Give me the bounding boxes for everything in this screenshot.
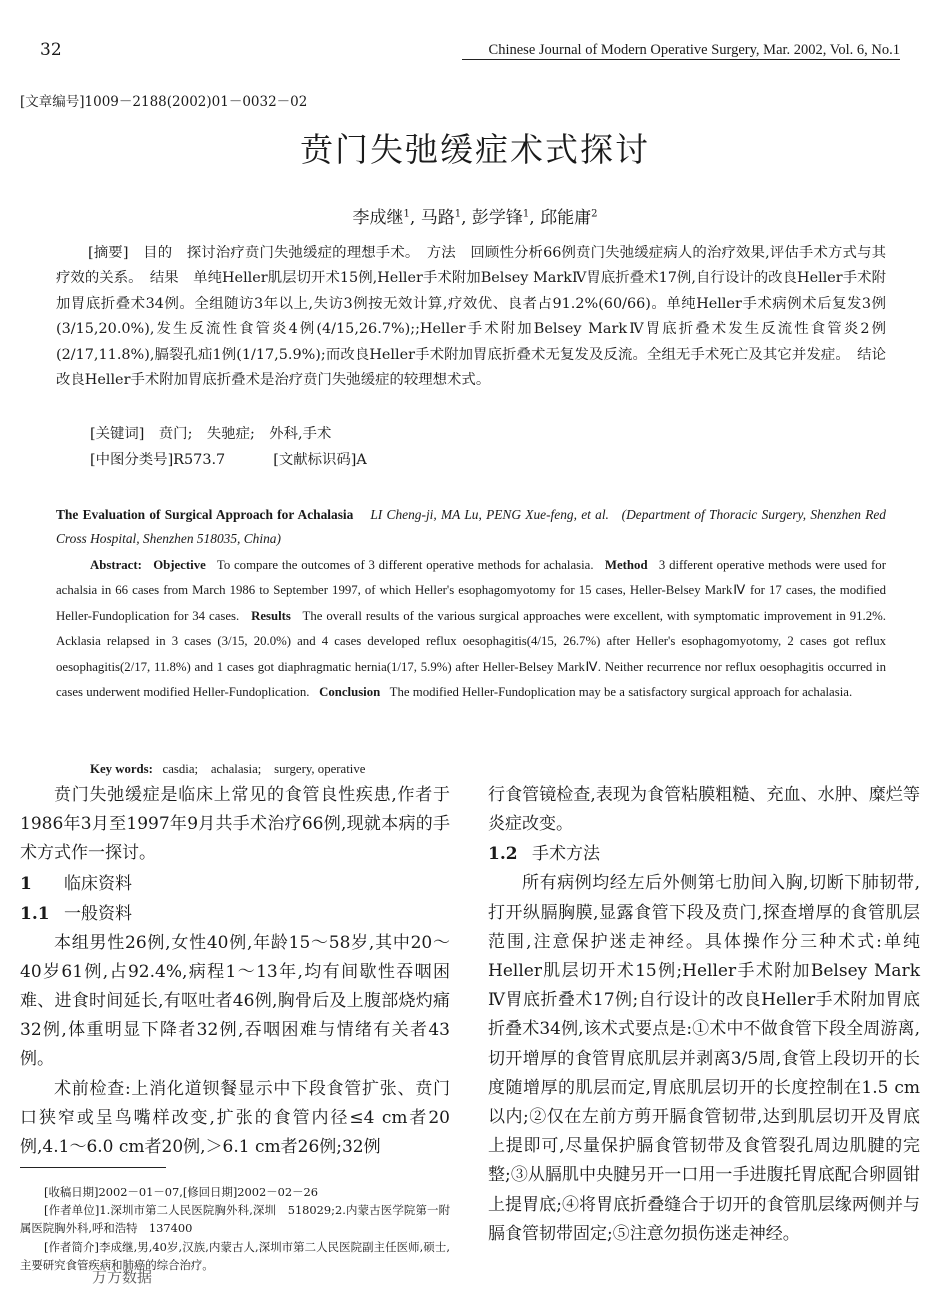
author-affiliation-mark: 1: [522, 208, 530, 220]
footnotes: [20, 1183, 450, 1274]
objective-label: Objective: [153, 558, 206, 572]
document-code: [文献标识码]A: [273, 452, 367, 468]
method-text: 3 different operative methods were used for achalsia in 66 cases from March 1986 to September 1997, of which Heller's esophagomyotomy for 15 cases, Heller-Belsey MarkⅣ for 17 cases, the modified Heller-Fundoplication for 34 cases.: [56, 558, 886, 623]
author-separator: ,: [409, 208, 416, 228]
classification-number: [中图分类号]R573.7: [90, 452, 226, 468]
results-text: The overall results of the various surgical approaches were excellent, with symptomatic improvement in 91.2%. Acklasia relapsed in 3 cases (3/15, 20.0%) and 4 cases developed reflux oesophagitis(4/15, 26.7%) after Heller's esophagomyotomy, 2 cases got reflux oesophagitis(2/17, 11.8%) and 1 cases got diaphragmatic hernia(1/17, 5.9%) after Heller-Belsey MarkⅣ. Neither recurrence nor reflux oesophagitis occurred in cases underwent modified Heller-Fundoplication.: [56, 608, 887, 700]
chinese-abstract: [56, 241, 901, 393]
subsection-heading: [488, 839, 920, 869]
conclusion-text: The modified Heller-Fundoplication may be a satisfactory surgical approach for achalasia.: [389, 685, 853, 700]
body-paragraph: 行食管镜检查,表现为食管粘膜粗糙、充血、水肿、糜烂等炎症改变。: [488, 785, 920, 835]
author-list: [0, 203, 950, 228]
author-affiliation-mark: 2: [591, 208, 598, 220]
watermark: 万方数据: [92, 1268, 153, 1286]
abstract-label: Abstract:: [90, 558, 142, 572]
section-title: 临床资料: [64, 873, 132, 894]
english-keywords: [90, 758, 365, 777]
page-number: 32: [40, 40, 62, 60]
footnote-received: [收稿日期]2002－01－07,[修回日期]2002－02－26: [44, 1185, 319, 1199]
author-affiliation-mark: 1: [403, 208, 410, 220]
author-name: 马路: [420, 208, 455, 228]
author-name: 邱能庸: [540, 208, 592, 228]
english-authors: LI Cheng-ji, MA Lu, PENG Xue-feng, et al.: [370, 507, 609, 522]
results-label: Results: [251, 608, 291, 623]
footnote-rule: [20, 1167, 166, 1168]
subsection-number: 1.1: [20, 903, 50, 924]
english-title: The Evaluation of Surgical Approach for Achalasia: [56, 507, 354, 522]
body-right-column: [488, 781, 920, 1249]
english-abstract: [56, 553, 886, 705]
subsection-number: 1.2: [488, 844, 518, 865]
intro-paragraph: 贲门失弛缓症是临床上常见的食管良性疾患,作者于1986年3月至1997年9月共手术治疗66例,现就本病的手术方式作一探讨。: [20, 785, 450, 864]
body-paragraph: 所有病例均经左后外侧第七肋间入胸,切断下肺韧带,打开纵膈胸膜,显露食管下段及贲门,探查增厚的食管肌层范围,注意保护迷走神经。具体操作分三种术式:单纯Heller肌层切开术15例;Heller手术附加Belsey Mark Ⅳ胃底折叠术17例;自行设计的改良Heller手术附加胃底折叠术34例,该术式要点是:①术中不做食管下段全周游离,切开增厚的食管胃底肌层并剥离3/5周,食管上段切开的长度随增厚的肌层而定,胃底肌层切开的长度控制在1.5 cm以内;②仅在左前方剪开膈食管韧带,达到肌层切开及胃底上提即可,尽量保护膈食管韧带及食管裂孔周边肌腱的完整;③从膈肌中央腱另开一口用一手进腹托胃底配合卵圆钳上提胃底;④将胃底折叠缝合于切开的食管肌层缘两侧并与膈食管韧带固定;⑤注意勿损伤迷走神经。: [488, 873, 920, 1244]
footnote-affiliation: [作者单位]1.深圳市第二人民医院胸外科,深圳 518029;2.内蒙古医学院第一附属医院胸外科,呼和浩特 137400: [20, 1203, 450, 1236]
conclusion-label: Conclusion: [319, 685, 381, 700]
body-paragraph: 术前检查:上消化道钡餐显示中下段食管扩张、贲门口狭窄或呈鸟嘴样改变,扩张的食管内径≤4 cm者20例,4.1～6.0 cm者20例,＞6.1 cm者26例;32例: [20, 1078, 450, 1158]
author-separator: ,: [461, 208, 467, 228]
body-paragraph: 本组男性26例,女性40例,年龄15～58岁,其中20～40岁61例,占92.4%,病程1～13年,均有间歇性吞咽困难、进食时间延长,有呕吐者46例,胸骨后及上腹部烧灼痛32例,体重明显下降者32例,吞咽困难与情绪有关者43例。: [20, 932, 450, 1070]
english-title-block: [56, 503, 886, 551]
author-affiliation-mark: 1: [454, 208, 462, 220]
keywords-label: Key words:: [90, 762, 153, 776]
article-number: [文章编号]1009－2188(2002)01－0032－02: [20, 94, 308, 110]
author-separator: ,: [529, 208, 535, 228]
section-number: 1: [20, 873, 32, 894]
footnote-bio: [作者简介]李成继,男,40岁,汉族,内蒙古人,深圳市第二人民医院副主任医师,硕士,主要研究食管疾病和肺癌的综合治疗。: [20, 1239, 450, 1272]
subsection-title: 手术方法: [532, 844, 600, 865]
paper-title: 贲门失弛缓症术式探讨: [300, 130, 650, 169]
author-name: 彭学锋: [471, 208, 523, 228]
author-name: 李成继: [352, 208, 404, 228]
english-affiliation: (Department of Thoracic Surgery, Shenzhen Red Cross Hospital, Shenzhen 518035, China): [56, 507, 887, 546]
chinese-abstract-text: [摘要] 目的 探讨治疗贲门失弛缓症的理想手术。 方法 回顾性分析66例贲门失弛缓症病人的治疗效果,评估手术方式与其疗效的关系。 结果 单纯Heller肌层切开术15例,Heller手术附加Belsey MarkⅣ胃底折叠术17例,自行设计的改良Heller手术附加胃底折叠术34例。全组随访3年以上,失访3例按无效计算,疗效优、良者占91.2%(60/66)。单纯Heller手术病例术后复发3例(3/15,20.0%),发生反流性食管炎4例(4/15,26.7%);;Heller手术附加Belsey MarkⅣ胃底折叠术发生反流性食管炎2例(2/17,11.8%),膈裂孔疝1例(1/17,5.9%);而改良Heller手术附加胃底折叠术无复发及反流。全组无手术死亡及其它并发症。 结论 改良Heller手术附加胃底折叠术是治疗贲门失弛缓症的较理想术式。: [56, 245, 901, 389]
method-label: Method: [604, 558, 648, 572]
journal-header: Chinese Journal of Modern Operative Surgery, Mar. 2002, Vol. 6, No.1: [488, 42, 900, 58]
keywords-text: casdia; achalasia; surgery, operative: [162, 762, 366, 776]
body-left-column: [20, 781, 450, 1162]
objective-text: To compare the outcomes of 3 different operative methods for achalasia.: [216, 558, 594, 572]
chinese-keywords: [关键词] 贲门; 失驰症; 外科,手术: [90, 426, 332, 442]
subsection-title: 一般资料: [64, 903, 132, 924]
header-rule: [462, 59, 900, 60]
classification-line: [90, 448, 367, 469]
subsection-heading: [20, 899, 450, 929]
section-heading: [20, 869, 450, 899]
